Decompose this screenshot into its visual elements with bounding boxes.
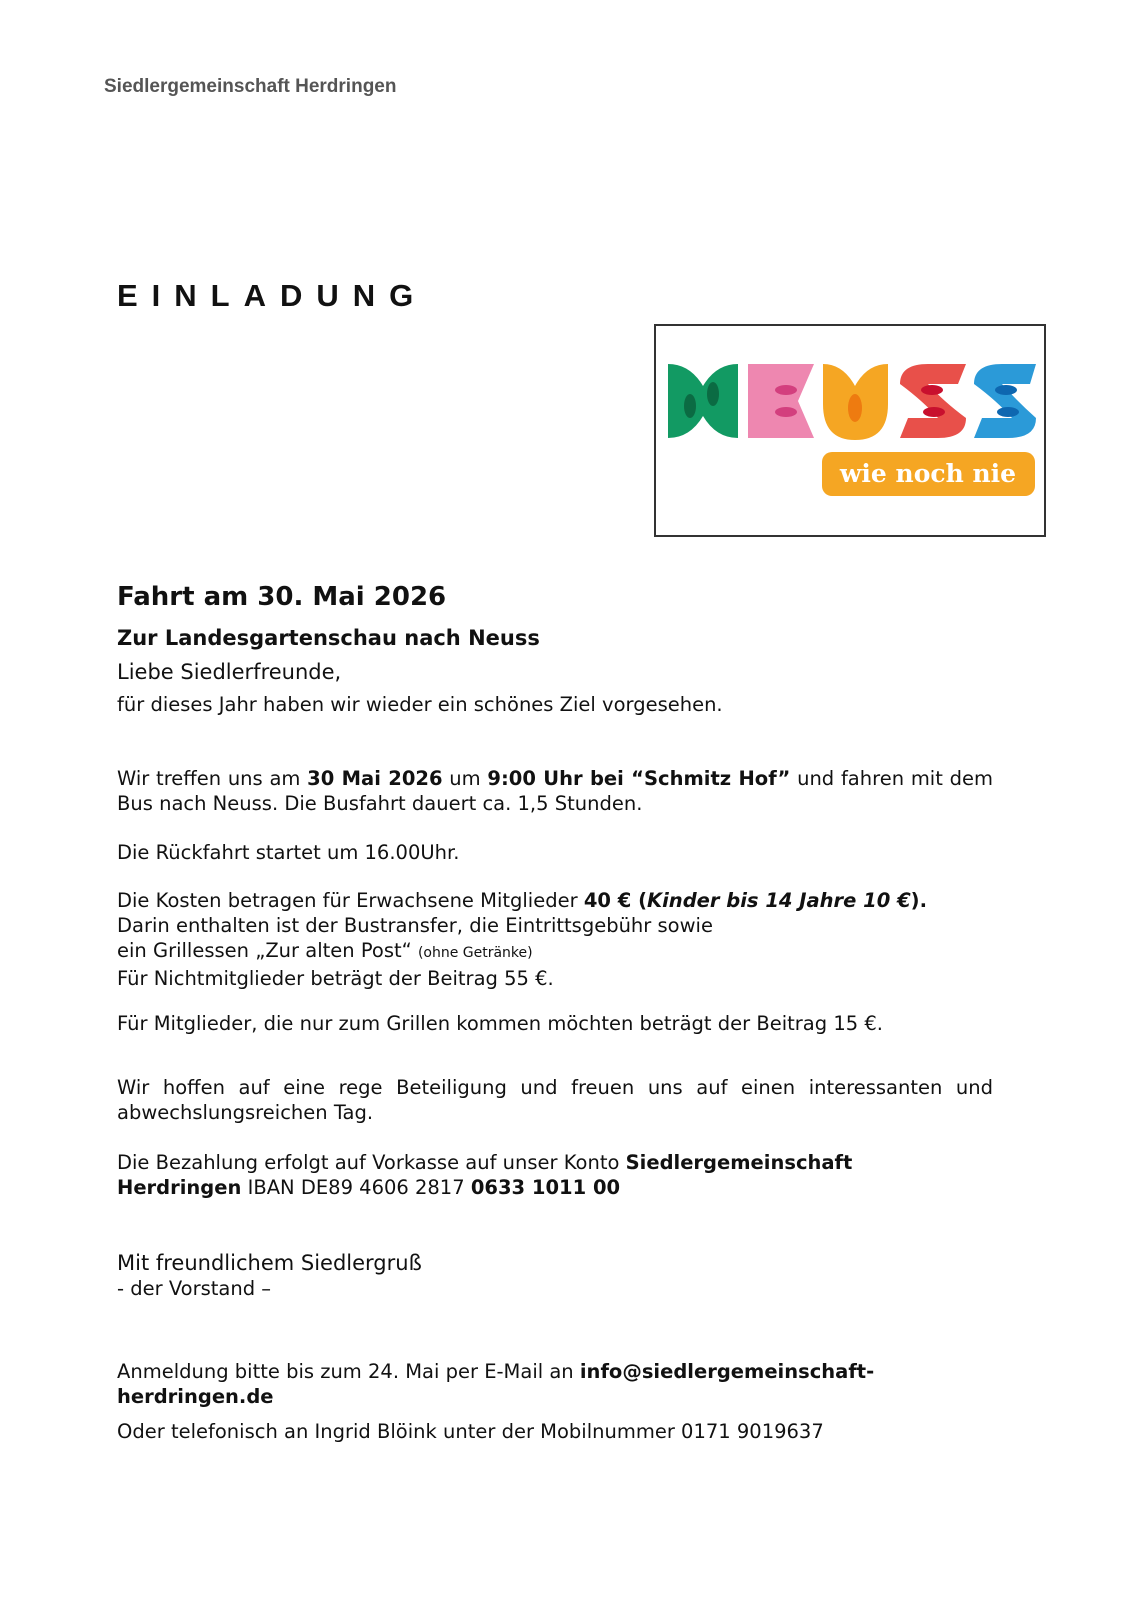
iban: IBAN DE89 4606 2817 xyxy=(241,1176,471,1199)
logo-tagline: wie noch nie xyxy=(839,459,1017,488)
drinks-note: (ohne Getränke) xyxy=(417,945,533,961)
text: ). xyxy=(910,889,927,912)
account-holder: Siedlergemeinschaft Herdringen xyxy=(117,1151,853,1199)
meeting-paragraph xyxy=(117,766,993,816)
text: Die Kosten betragen für Erwachsene Mitglieder xyxy=(117,889,584,912)
signature: - der Vorstand – xyxy=(117,1277,272,1300)
account-number: 0633 1011 00 xyxy=(470,1176,621,1199)
costs-paragraph xyxy=(117,888,993,991)
hope-text: Wir hoffen auf eine rege Beteiligung und freuen uns auf einen interessanten und abwechslungsreichen Tag. xyxy=(117,1076,993,1124)
payment-paragraph xyxy=(117,1150,877,1200)
document-title: EINLADUNG xyxy=(117,278,428,313)
child-price: Kinder bis 14 Jahre 10 € xyxy=(647,889,911,912)
trip-heading: Fahrt am 30. Mai 2026 xyxy=(117,582,447,612)
registration-text xyxy=(117,1359,993,1409)
phone-text: Oder telefonisch an Ingrid Blöink unter der Mobilnummer 0171 9019637 xyxy=(117,1420,824,1443)
return-text: Die Rückfahrt startet um 16.00Uhr. xyxy=(117,841,460,864)
meeting-date: 30 Mai 2026 xyxy=(307,767,443,790)
text: Anmeldung bitte bis zum 24. Mai per E-Mail an xyxy=(117,1360,580,1383)
letter-body xyxy=(117,580,993,1444)
neuss-logo xyxy=(654,324,1046,537)
organization-header: Siedlergemeinschaft Herdringen xyxy=(104,76,397,97)
text: um xyxy=(442,767,488,790)
meeting-time-place: 9:00 Uhr bei “Schmitz Hof” xyxy=(487,767,791,790)
text: ein Grillessen „Zur alten Post“ xyxy=(117,939,418,962)
non-member-price: Für Nichtmitglieder beträgt der Beitrag 55 €. xyxy=(117,967,554,990)
adult-price: 40 € ( xyxy=(583,889,648,912)
greeting: Liebe Siedlerfreunde, xyxy=(117,660,342,684)
text: Die Bezahlung erfolgt auf Vorkasse auf unser Konto xyxy=(117,1151,626,1174)
email-link[interactable]: info@siedlergemeinschaft-herdringen.de xyxy=(117,1360,875,1408)
text: und fahren mit dem Bus nach Neuss. Die Busfahrt dauert ca. 1,5 Stunden. xyxy=(117,767,994,815)
closing: Mit freundlichem Siedlergruß xyxy=(117,1251,422,1275)
intro-text: für dieses Jahr haben wir wieder ein schönes Ziel vorgesehen. xyxy=(117,693,723,716)
trip-subheading: Zur Landesgartenschau nach Neuss xyxy=(117,626,540,650)
grill-only-text: Für Mitglieder, die nur zum Grillen kommen möchten beträgt der Beitrag 15 €. xyxy=(117,1012,883,1035)
text: Darin enthalten ist der Bustransfer, die Eintrittsgebühr sowie xyxy=(117,914,713,937)
text: Wir treffen uns am xyxy=(117,767,308,790)
